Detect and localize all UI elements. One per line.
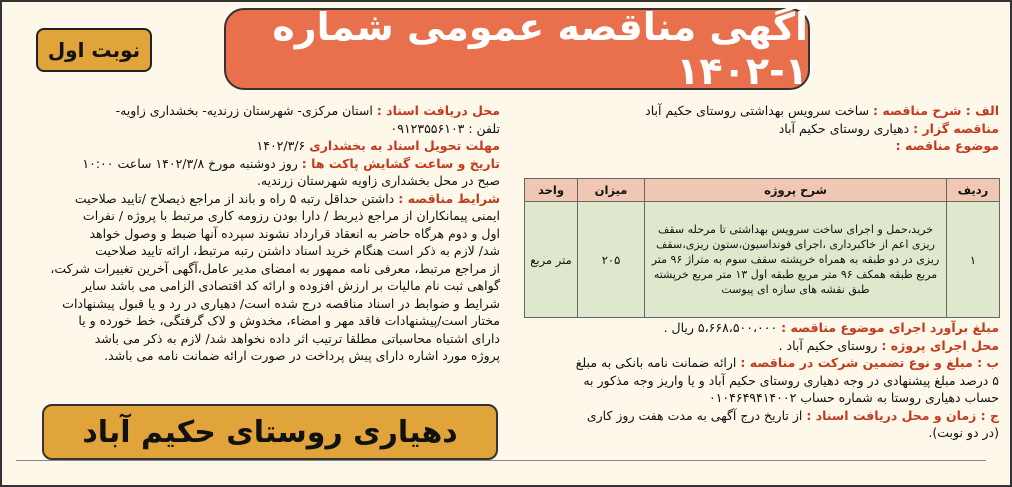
location-value: روستای حکیم آباد . <box>778 337 878 353</box>
doc-place-value: استان مرکزی- شهرستان زرندیه- بخشداری زاویه- <box>115 103 373 118</box>
project-table <box>524 178 1000 318</box>
estimate-line <box>515 319 999 337</box>
subject-label: الف : شرح مناقصه : <box>873 103 999 118</box>
time-line <box>515 407 999 425</box>
page-title: آگهی مناقصه عمومی شماره ۱-۱۴۰۲ <box>224 8 810 90</box>
conditions-text-8: مختار است/پیشنهادات فاقد مهر و امضاء، مخدوش و لاک گرفتگی، خط خورده و یا <box>78 313 500 328</box>
left-column <box>16 102 500 365</box>
organizer-line <box>515 120 999 138</box>
guarantee-text-1: ارائه ضمانت نامه بانکی به مبلغ <box>575 355 737 370</box>
organizer-value: دهیاری روستای حکیم آباد <box>778 120 910 136</box>
conditions-text-4: شد/ لازم به ذکر است هنگام خرید اسناد داشتن رتبه مرتبط، ارائه تایید صلاحیت <box>95 243 500 258</box>
table-row <box>525 202 1000 318</box>
time-text-2: (در دو نوبت). <box>928 425 999 440</box>
deadline-line <box>16 137 500 155</box>
estimate-value: ۵،۶۶۸،۵۰۰،۰۰۰ ریال . <box>663 320 778 335</box>
doc-place-label: محل دریافت اسناد : <box>376 103 500 118</box>
guarantee-line <box>515 354 999 372</box>
subject-line <box>515 102 999 120</box>
location-line <box>515 337 999 355</box>
footer-signature: دهیاری روستای حکیم آباد <box>42 404 498 460</box>
tender-subject-line <box>515 137 999 155</box>
row-amount: ۲۰۵ <box>578 202 645 318</box>
estimate-label: مبلغ برآورد اجرای موضوع مناقصه : <box>781 320 999 335</box>
organizer-label: مناقصه گزار : <box>913 120 999 136</box>
notice-round-badge: نوبت اول <box>36 28 152 72</box>
guarantee-label: ب : مبلغ و نوع تضمین شرکت در مناقصه : <box>740 355 999 370</box>
conditions-text-9: دارای اشتباه محاسباتی مطلقا ترتیب اثر داده نخواهد شد/ لازم به ذکر می باشد <box>94 330 500 346</box>
phone-line: تلفن : ۰۹۱۲۳۵۵۶۱۰۳ <box>390 120 500 136</box>
bottom-divider <box>16 460 986 461</box>
opening-place: صبح در محل بخشداری زاویه شهرستان زرندیه. <box>256 173 500 188</box>
time-label: ج : زمان و محل دریافت اسناد : <box>806 407 999 423</box>
header-unit: واحد <box>525 179 578 202</box>
location-label: محل اجرای پروژه : <box>881 337 999 353</box>
time-text-1: از تاریخ درج آگهی به مدت هفت روز کاری <box>586 407 803 423</box>
row-description: خرید،حمل و اجرای ساخت سرویس بهداشتی تا مرحله سقف ریزی اعم از خاکبرداری ،اجرای فونداسیون،ستون ریزی،سقف ریزی در دو طبقه به همراه خرپشته سقف سوم به متراژ ۹۶ متر مربع طبقه همکف ۹۶ متر مربع طبقه اول ۱۳ متر مربع خرپشته طبق نقشه های سازه ای پیوست <box>645 202 947 318</box>
conditions-text-10: پروژه مورد اشاره دارای پیش پرداخت در صورت ارائه ضمانت نامه می باشد. <box>104 348 500 363</box>
header-amount: میزان <box>578 179 645 202</box>
conditions-text-1: داشتن حداقل رتبه ۵ راه و باند از مراجع ذیصلاح /تایید صلاحیت <box>74 190 395 206</box>
conditions-label: شرایط مناقصه : <box>398 190 500 206</box>
opening-value: روز دوشنبه مورخ ۱۴۰۲/۳/۸ ساعت ۱۰:۰۰ <box>82 155 298 171</box>
opening-line <box>16 155 500 173</box>
header-index: ردیف <box>947 179 1000 202</box>
guarantee-text-3: حساب دهیاری روستا به شماره حساب ۰۱۰۴۶۴۹۴۱۴۰۰۲ <box>709 390 999 405</box>
right-column-lower <box>515 319 999 442</box>
deadline-label: مهلت تحویل اسناد به بخشداری <box>309 138 500 153</box>
conditions-text-7: شرایط و ضوابط در اسناد مناقصه درج شده است/ دهیاری در رد و یا قبول پیشنهادات <box>62 295 500 311</box>
deadline-value: ۱۴۰۲/۳/۶ <box>256 138 306 153</box>
conditions-text-5: از مراجع مرتبط، معرفی نامه ممهور به امضای مدیر عامل،آگهی آخرین تغییرات شرکت، <box>50 260 500 276</box>
opening-label: تاریخ و ساعت گشایش پاکت ها : <box>301 155 500 171</box>
header-description: شرح پروژه <box>645 179 947 202</box>
conditions-text-2: ایمنی پیمانکاران از مراجع ذیربط / دارا بودن رزومه کاری مرتبط با پروژه / نفرات <box>82 208 500 223</box>
row-index: ۱ <box>947 202 1000 318</box>
doc-place-line <box>16 102 500 120</box>
guarantee-text-2: ۵ درصد مبلغ پیشنهادی در وجه دهیاری روستای حکیم آباد و یا واریز وجه مذکور به <box>583 372 999 388</box>
row-unit: متر مربع <box>525 202 578 318</box>
conditions-text-6: گواهی ثبت نام مالیات بر ارزش افزوده و ارائه کد اقتصادی الزامی می باشد سایر <box>81 278 500 293</box>
right-column <box>515 102 999 155</box>
subject-value: ساخت سرویس بهداشتی روستای حکیم آباد <box>645 103 870 118</box>
conditions-text-3: اول و دوم هرگاه حاضر به انعقاد قرارداد نشوند سپرده آنها ضبط و وصول خواهد <box>89 225 500 241</box>
conditions-line <box>16 190 500 208</box>
tender-subject-label: موضوع مناقصه : <box>895 138 999 153</box>
